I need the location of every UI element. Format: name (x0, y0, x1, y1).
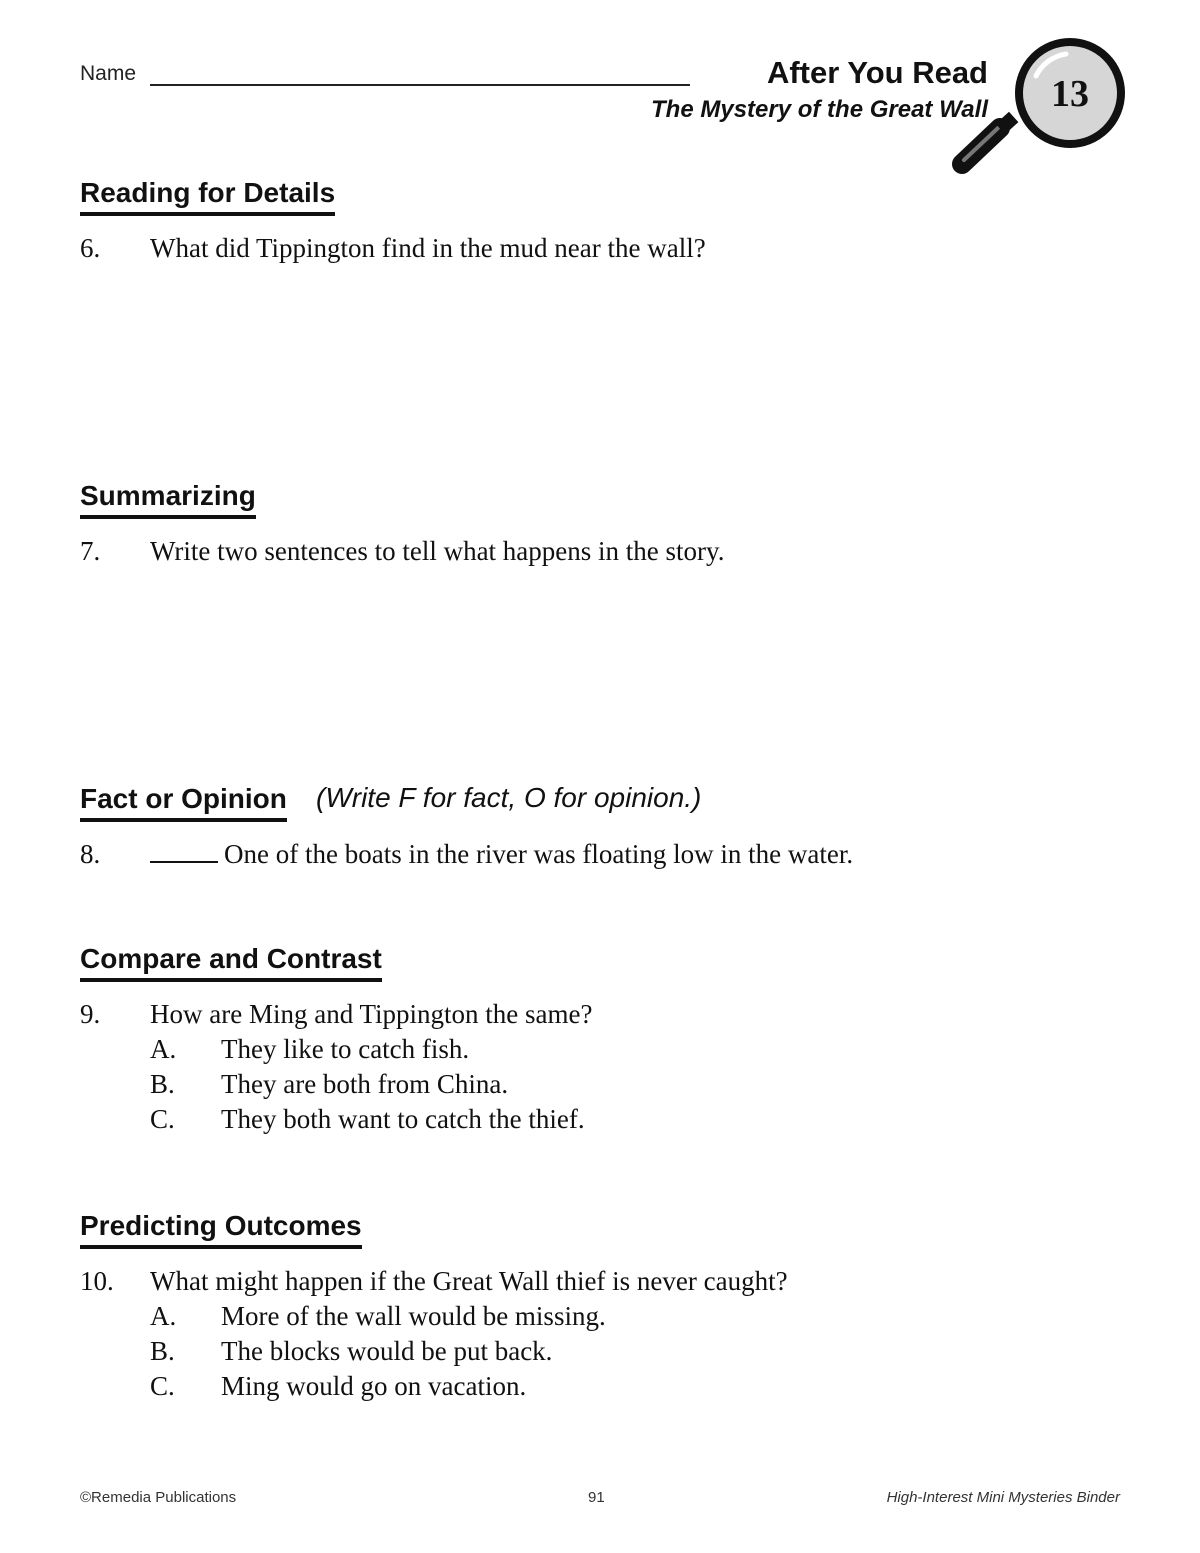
section-heading-summarizing: Summarizing (80, 479, 256, 519)
question-10-text: What might happen if the Great Wall thief is never caught? (150, 1266, 788, 1296)
footer-copyright: ©Remedia Publications (80, 1489, 237, 1506)
lesson-number: 13 (1051, 73, 1089, 115)
option-letter-9a[interactable]: A. (150, 1034, 177, 1064)
name-label: Name (80, 62, 137, 85)
answer-blank-8[interactable] (150, 839, 218, 863)
question-8-row (150, 838, 853, 870)
section-heading-compare-and-contrast: Compare and Contrast (80, 942, 382, 982)
option-letter-10c[interactable]: C. (150, 1371, 175, 1401)
option-letter-10b[interactable]: B. (150, 1336, 175, 1366)
footer-book-title: High-Interest Mini Mysteries Binder (886, 1489, 1120, 1506)
question-number-7: 7. (80, 536, 101, 566)
section-heading-predicting-outcomes: Predicting Outcomes (80, 1209, 362, 1249)
question-6-text: What did Tippington find in the mud near the wall? (150, 233, 706, 263)
story-subtitle: The Mystery of the Great Wall (651, 96, 988, 123)
option-text-9b[interactable]: They are both from China. (221, 1069, 509, 1099)
question-number-9: 9. (80, 999, 101, 1029)
question-number-6: 6. (80, 233, 101, 263)
option-text-10a[interactable]: More of the wall would be missing. (221, 1301, 606, 1331)
option-text-10b[interactable]: The blocks would be put back. (221, 1336, 553, 1366)
option-letter-10a[interactable]: A. (150, 1301, 177, 1331)
question-number-10: 10. (80, 1266, 114, 1296)
option-text-9a[interactable]: They like to catch fish. (221, 1034, 470, 1064)
magnifier-handle (962, 112, 1018, 164)
option-text-10c[interactable]: Ming would go on vacation. (221, 1371, 527, 1401)
option-text-9c[interactable]: They both want to catch the thief. (221, 1104, 585, 1134)
page-title: After You Read (766, 55, 988, 90)
question-number-8: 8. (80, 839, 101, 869)
footer-page-number: 91 (588, 1489, 605, 1506)
option-letter-9c[interactable]: C. (150, 1104, 175, 1134)
magnifying-glass-icon (940, 36, 1140, 186)
question-7-text: Write two sentences to tell what happens in the story. (150, 536, 725, 566)
section-heading-reading-for-details: Reading for Details (80, 176, 335, 216)
section-heading-fact-or-opinion: Fact or Opinion (80, 782, 287, 822)
option-letter-9b[interactable]: B. (150, 1069, 175, 1099)
question-9-text: How are Ming and Tippington the same? (150, 999, 593, 1029)
fact-opinion-instruction: (Write F for fact, O for opinion.) (316, 782, 702, 813)
question-8-text: One of the boats in the river was floating low in the water. (224, 839, 854, 869)
name-line[interactable] (150, 84, 690, 86)
